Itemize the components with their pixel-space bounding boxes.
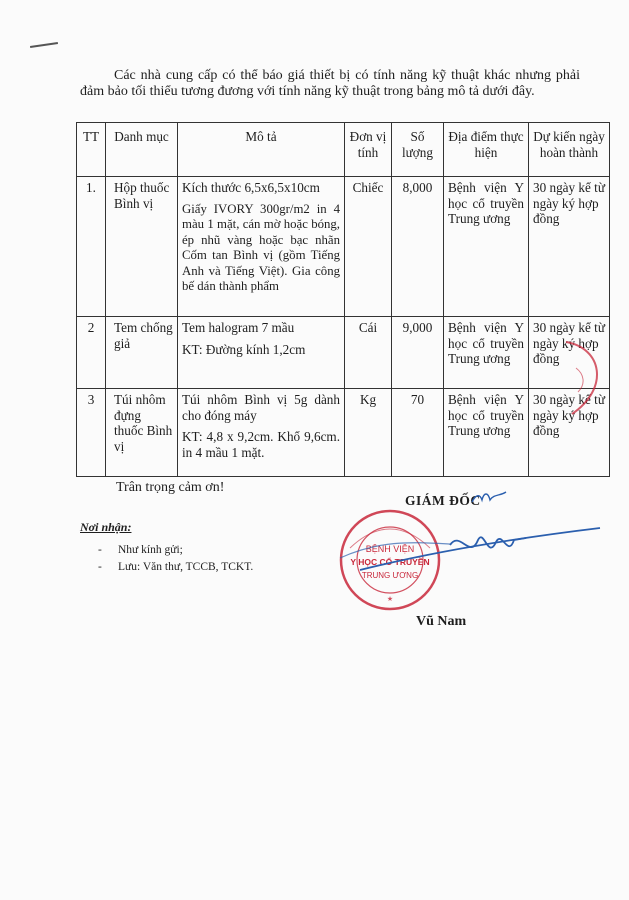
cell-completion: 30 ngày kể từ ngày ký hợp đồng xyxy=(529,177,610,317)
description-line: Kích thước 6,5x6,5x10cm xyxy=(182,180,320,195)
recipients-title: Nơi nhận: xyxy=(80,520,132,534)
stamp-line-2: Y HỌC CỔ TRUYỀN xyxy=(350,557,430,567)
header-category: Danh mục xyxy=(106,123,178,177)
cell-unit: Chiếc xyxy=(345,177,392,317)
cell-quantity: 70 xyxy=(392,389,444,477)
table-row xyxy=(77,177,610,317)
table-header-row xyxy=(77,123,610,177)
cell-description xyxy=(178,177,345,317)
description-line: Túi nhôm Bình vị 5g dành cho đóng máy xyxy=(182,392,340,423)
recipient-item: - Lưu: Văn thư, TCCB, TCKT. xyxy=(98,559,253,576)
stamp-line-1: BỆNH VIỆN xyxy=(365,544,415,554)
header-completion: Dự kiến ngày hoàn thành xyxy=(529,123,610,177)
description-line: KT: Đường kính 1,2cm xyxy=(182,341,306,357)
cell-unit: Cái xyxy=(345,317,392,389)
specification-table xyxy=(76,122,610,477)
header-quantity: Số lượng xyxy=(392,123,444,177)
cell-quantity: 8,000 xyxy=(392,177,444,317)
header-location: Địa điểm thực hiện xyxy=(444,123,529,177)
cell-location: Bệnh viện Y học cổ truyền Trung ương xyxy=(444,177,529,317)
cell-tt: 1. xyxy=(77,177,106,317)
cell-category: Tem chống giả xyxy=(106,317,178,389)
cell-tt: 2 xyxy=(77,317,106,389)
scan-mark xyxy=(30,42,58,48)
handwritten-signature xyxy=(300,500,620,590)
signature-title: GIÁM ĐỐC xyxy=(405,493,481,508)
partial-seal-mark xyxy=(562,338,612,418)
header-description: Mô tả xyxy=(178,123,345,177)
cell-quantity: 9,000 xyxy=(392,317,444,389)
signer-name: Vũ Nam xyxy=(416,614,467,629)
description-line: KT: 4,8 x 9,2cm. Khổ 9,6cm. in 4 mầu 1 mặt. xyxy=(182,429,340,460)
cell-completion: 30 ngày kể từ ngày ký hợp đồng xyxy=(529,317,610,389)
table-row xyxy=(77,317,610,389)
cell-description xyxy=(178,317,345,389)
closing-text: Trân trọng cảm ơn! xyxy=(116,480,225,495)
stamp-line-3: TRUNG ƯƠNG xyxy=(361,571,419,580)
recipients-list xyxy=(98,542,253,576)
cell-category: Túi nhôm đựng thuốc Bình vị xyxy=(106,389,178,477)
cell-unit: Kg xyxy=(345,389,392,477)
cell-location: Bệnh viện Y học cổ truyền Trung ương xyxy=(444,389,529,477)
table-row xyxy=(77,389,610,477)
description-line: Giấy IVORY 300gr/m2 in 4 màu 1 mặt, cán mờ hoặc bóng, ép nhũ vàng hoặc bạc nhãn Cốm tan Bình vị (gồm Tiếng Anh và Tiếng Việt). Gia công bế dán thành phẩm xyxy=(182,201,340,293)
intro-text: Các nhà cung cấp có thể báo giá thiết bị có tính năng kỹ thuật khác nhưng phải đảm bảo tối thiểu tương đương với tính năng kỹ thuật trong bảng mô tả dưới đây. xyxy=(80,68,580,99)
intro-paragraph xyxy=(80,68,580,100)
svg-text:★: ★ xyxy=(386,596,394,603)
cell-completion: 30 ngày kể từ ngày ký hợp đồng xyxy=(529,389,610,477)
cell-location: Bệnh viện Y học cổ truyền Trung ương xyxy=(444,317,529,389)
cell-description xyxy=(178,389,345,477)
recipient-item: - Như kính gửi; xyxy=(98,542,253,559)
cell-tt: 3 xyxy=(77,389,106,477)
cell-category: Hộp thuốc Bình vị xyxy=(106,177,178,317)
header-tt: TT xyxy=(77,123,106,177)
header-unit: Đơn vị tính xyxy=(345,123,392,177)
description-line: Tem halogram 7 mầu xyxy=(182,320,295,335)
